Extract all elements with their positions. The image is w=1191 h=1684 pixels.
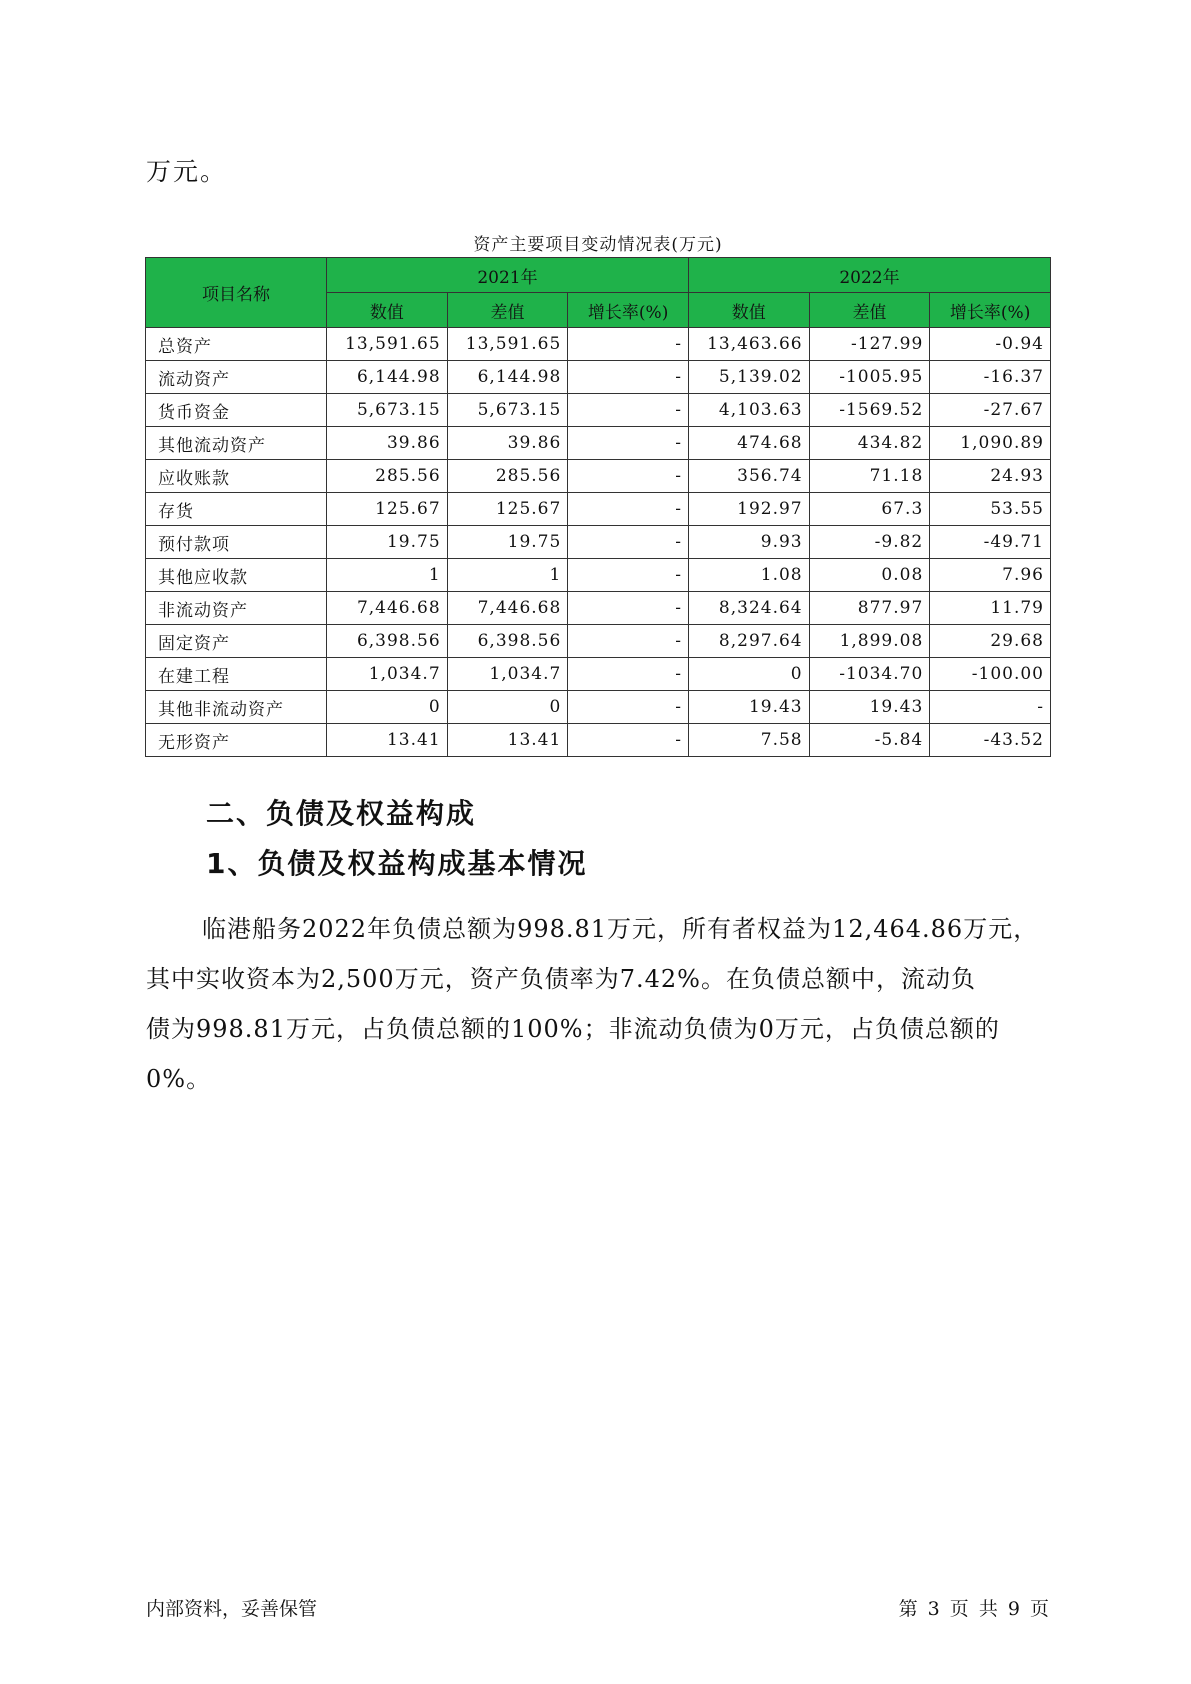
cell-value-2021: 5,673.15 [326, 394, 447, 427]
cell-diff-2021: 1 [447, 559, 568, 592]
header-year-2022: 2022年 [688, 258, 1050, 293]
cell-item-name: 应收账款 [146, 460, 327, 493]
table-row [146, 625, 1051, 658]
table-row [146, 724, 1051, 757]
cell-diff-2021: 13.41 [447, 724, 568, 757]
table-row [146, 427, 1051, 460]
cell-growth-2021: - [568, 328, 689, 361]
cell-diff-2022: -1569.52 [809, 394, 930, 427]
paragraph-line: 其中实收资本为2,500万元，资产负债率为7.42%。在负债总额中，流动负 [146, 965, 976, 993]
header-2021-value: 数值 [326, 293, 447, 328]
header-year-2021: 2021年 [326, 258, 688, 293]
cell-growth-2022: 53.55 [930, 493, 1051, 526]
cell-diff-2022: -9.82 [809, 526, 930, 559]
cell-diff-2021: 285.56 [447, 460, 568, 493]
cell-growth-2021: - [568, 526, 689, 559]
cell-item-name: 其他流动资产 [146, 427, 327, 460]
cell-growth-2021: - [568, 427, 689, 460]
cell-growth-2022: 7.96 [930, 559, 1051, 592]
cell-growth-2022: -49.71 [930, 526, 1051, 559]
cell-value-2021: 6,398.56 [326, 625, 447, 658]
table-caption: 资产主要项目变动情况表(万元) [473, 235, 723, 255]
cell-growth-2022: 24.93 [930, 460, 1051, 493]
cell-growth-2021: - [568, 724, 689, 757]
header-2022-diff: 差值 [809, 293, 930, 328]
cell-diff-2021: 19.75 [447, 526, 568, 559]
cell-value-2022: 0 [688, 658, 809, 691]
cell-diff-2021: 6,144.98 [447, 361, 568, 394]
cell-growth-2021: - [568, 658, 689, 691]
cell-growth-2022: 1,090.89 [930, 427, 1051, 460]
cell-growth-2022: -0.94 [930, 328, 1051, 361]
cell-value-2021: 125.67 [326, 493, 447, 526]
cell-value-2022: 1.08 [688, 559, 809, 592]
cell-growth-2022: -27.67 [930, 394, 1051, 427]
cell-growth-2021: - [568, 361, 689, 394]
cell-diff-2021: 0 [447, 691, 568, 724]
cell-value-2021: 13,591.65 [326, 328, 447, 361]
cell-growth-2021: - [568, 592, 689, 625]
paragraph-line: 临港船务2022年负债总额为998.81万元，所有者权益为12,464.86万元， [202, 915, 1039, 943]
cell-diff-2022: 71.18 [809, 460, 930, 493]
header-2021-growth: 增长率(%) [568, 293, 689, 328]
cell-diff-2021: 1,034.7 [447, 658, 568, 691]
header-2022-growth: 增长率(%) [930, 293, 1051, 328]
table-row [146, 460, 1051, 493]
table-row [146, 526, 1051, 559]
cell-value-2021: 39.86 [326, 427, 447, 460]
subsection-heading: 1、负债及权益构成基本情况 [206, 847, 588, 880]
cell-item-name: 预付款项 [146, 526, 327, 559]
cell-value-2022: 19.43 [688, 691, 809, 724]
table-row [146, 328, 1051, 361]
table-row [146, 394, 1051, 427]
cell-value-2022: 7.58 [688, 724, 809, 757]
cell-item-name: 无形资产 [146, 724, 327, 757]
cell-diff-2022: 877.97 [809, 592, 930, 625]
cell-item-name: 货币资金 [146, 394, 327, 427]
footer-confidential: 内部资料，妥善保管 [146, 1598, 318, 1620]
table-body [146, 328, 1051, 757]
lead-text: 万元。 [146, 157, 228, 186]
cell-item-name: 在建工程 [146, 658, 327, 691]
assets-change-table [145, 257, 1051, 757]
header-item-name: 项目名称 [146, 258, 327, 328]
cell-growth-2022: 29.68 [930, 625, 1051, 658]
cell-value-2021: 285.56 [326, 460, 447, 493]
cell-growth-2021: - [568, 460, 689, 493]
cell-value-2022: 474.68 [688, 427, 809, 460]
cell-item-name: 固定资产 [146, 625, 327, 658]
cell-value-2022: 9.93 [688, 526, 809, 559]
cell-value-2022: 13,463.66 [688, 328, 809, 361]
cell-item-name: 总资产 [146, 328, 327, 361]
cell-diff-2021: 13,591.65 [447, 328, 568, 361]
header-2021-diff: 差值 [447, 293, 568, 328]
cell-item-name: 非流动资产 [146, 592, 327, 625]
cell-diff-2022: 19.43 [809, 691, 930, 724]
cell-value-2021: 19.75 [326, 526, 447, 559]
cell-value-2022: 8,297.64 [688, 625, 809, 658]
cell-value-2022: 8,324.64 [688, 592, 809, 625]
table-row [146, 559, 1051, 592]
cell-diff-2022: -1034.70 [809, 658, 930, 691]
section-heading: 二、负债及权益构成 [206, 797, 477, 830]
cell-value-2021: 0 [326, 691, 447, 724]
cell-growth-2022: 11.79 [930, 592, 1051, 625]
cell-growth-2021: - [568, 394, 689, 427]
cell-growth-2021: - [568, 691, 689, 724]
cell-diff-2021: 39.86 [447, 427, 568, 460]
cell-growth-2022: -16.37 [930, 361, 1051, 394]
cell-diff-2022: 434.82 [809, 427, 930, 460]
cell-value-2022: 356.74 [688, 460, 809, 493]
table-row [146, 592, 1051, 625]
cell-diff-2022: -5.84 [809, 724, 930, 757]
cell-diff-2021: 7,446.68 [447, 592, 568, 625]
cell-diff-2021: 125.67 [447, 493, 568, 526]
cell-diff-2022: -127.99 [809, 328, 930, 361]
paragraph-line: 债为998.81万元，占负债总额的100%；非流动负债为0万元，占负债总额的 [146, 1015, 1000, 1043]
cell-diff-2021: 5,673.15 [447, 394, 568, 427]
cell-growth-2021: - [568, 493, 689, 526]
table-row [146, 361, 1051, 394]
footer-page-info: 第 3 页 共 9 页 [898, 1598, 1051, 1620]
cell-growth-2022: -100.00 [930, 658, 1051, 691]
table-row [146, 691, 1051, 724]
cell-growth-2022: - [930, 691, 1051, 724]
cell-growth-2021: - [568, 559, 689, 592]
cell-value-2021: 7,446.68 [326, 592, 447, 625]
cell-value-2021: 13.41 [326, 724, 447, 757]
cell-growth-2022: -43.52 [930, 724, 1051, 757]
paragraph-line: 0%。 [146, 1065, 212, 1093]
cell-value-2022: 5,139.02 [688, 361, 809, 394]
cell-item-name: 存货 [146, 493, 327, 526]
liability-paragraph [146, 904, 1050, 1104]
cell-diff-2022: 67.3 [809, 493, 930, 526]
cell-value-2021: 6,144.98 [326, 361, 447, 394]
header-2022-value: 数值 [688, 293, 809, 328]
cell-growth-2021: - [568, 625, 689, 658]
cell-value-2022: 192.97 [688, 493, 809, 526]
cell-item-name: 流动资产 [146, 361, 327, 394]
cell-item-name: 其他非流动资产 [146, 691, 327, 724]
cell-diff-2022: 1,899.08 [809, 625, 930, 658]
cell-diff-2021: 6,398.56 [447, 625, 568, 658]
cell-value-2021: 1,034.7 [326, 658, 447, 691]
cell-item-name: 其他应收款 [146, 559, 327, 592]
cell-diff-2022: 0.08 [809, 559, 930, 592]
table-row [146, 493, 1051, 526]
cell-value-2021: 1 [326, 559, 447, 592]
cell-value-2022: 4,103.63 [688, 394, 809, 427]
cell-diff-2022: -1005.95 [809, 361, 930, 394]
table-row [146, 658, 1051, 691]
